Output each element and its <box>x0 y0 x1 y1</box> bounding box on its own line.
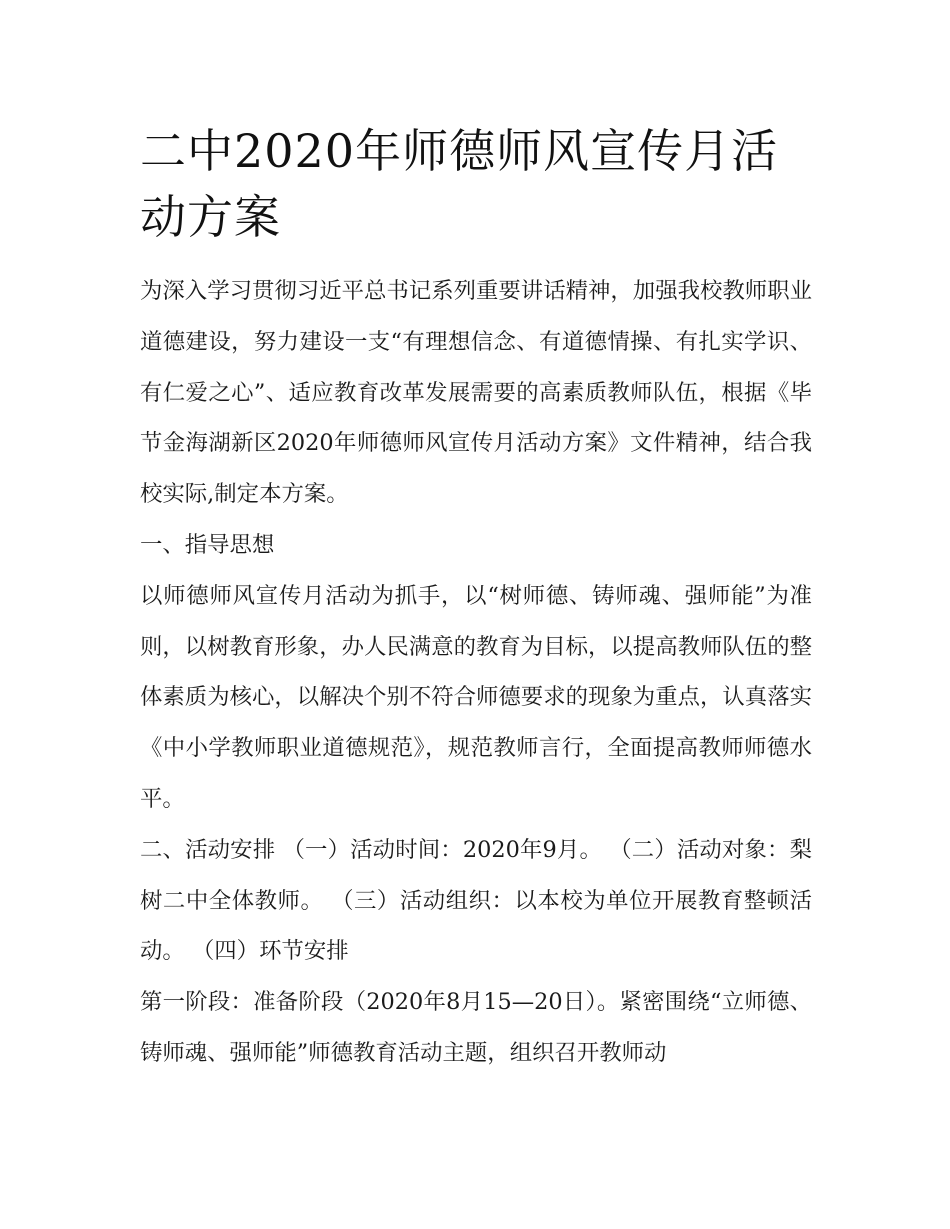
guiding-ideology-paragraph: 以师德师风宣传月活动为抓手，以“树师德、铸师魂、强师能”为准则，以树教育形象，办人民满意的教育为目标，以提高教师队伍的整体素质为核心，以解决个别不符合师德要求的现象为重点，认真落实《中小学教师职业道德规范》，规范教师言行，全面提高教师师德水平。 <box>140 582 812 812</box>
document-body <box>140 118 812 1079</box>
stage-one-paragraph: 第一阶段：准备阶段（2020年8月15—20日）。紧密围绕“立师德、铸师魂、强师能”师德教育活动主题，组织召开教师动 <box>140 989 812 1066</box>
activity-arrangement-paragraph: 二、活动安排 （一）活动时间：2020年9月。 （二）活动对象：梨树二中全体教师。 （三）活动组织：以本校为单位开展教育整顿活动。 （四）环节安排 <box>140 836 812 965</box>
document-title: 二中2020年师德师风宣传月活动方案 <box>140 124 779 244</box>
section-heading-guiding-ideology: 一、指导思想 <box>140 531 275 558</box>
intro-paragraph: 为深入学习贯彻习近平总书记系列重要讲话精神，加强我校教师职业道德建设，努力建设一支“有理想信念、有道德情操、有扎实学识、有仁爱之心”、适应教育改革发展需要的高素质教师队伍，根据《毕节金海湖新区2020年师德师风宣传月活动方案》文件精神，结合我校实际,制定本方案。 <box>140 278 812 508</box>
